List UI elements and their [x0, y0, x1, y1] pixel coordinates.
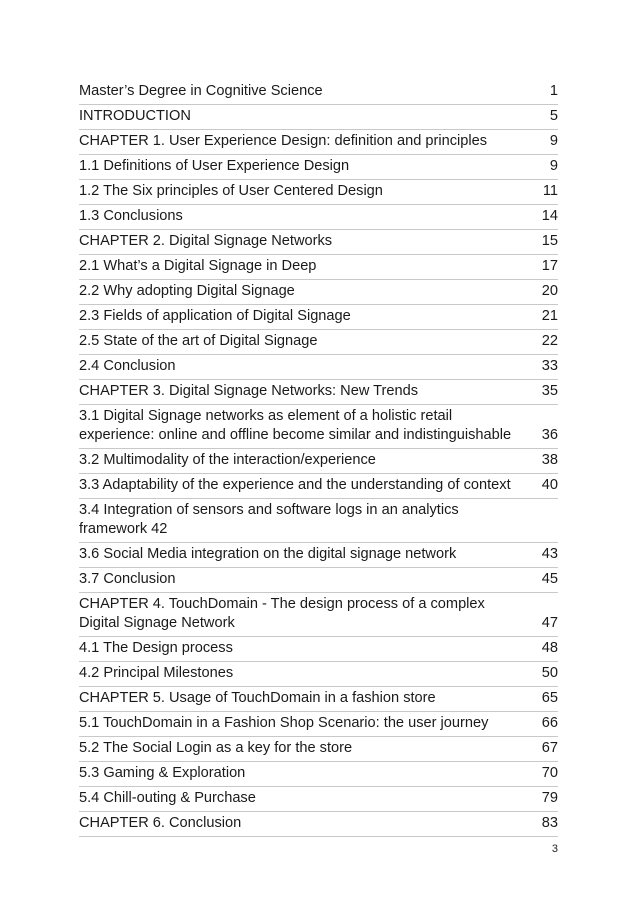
toc-entry-page: 66	[541, 715, 558, 731]
toc-entry	[79, 687, 558, 712]
toc-entry	[79, 255, 558, 280]
toc-entry	[79, 80, 558, 105]
toc-entry	[79, 180, 558, 205]
toc-entry-title: 3.7 Conclusion	[79, 571, 176, 587]
toc-entry-page: 83	[541, 815, 558, 831]
toc-entry-page: 65	[541, 690, 558, 706]
table-of-contents	[79, 80, 558, 837]
toc-entry-title: 3.4 Integration of sensors and software logs in an analytics framework 42	[79, 502, 459, 537]
toc-entry-title: Master’s Degree in Cognitive Science	[79, 83, 323, 99]
toc-entry	[79, 155, 558, 180]
toc-entry-title: 2.1 What’s a Digital Signage in Deep	[79, 258, 317, 274]
toc-entry-page: 1	[549, 83, 558, 99]
toc-entry	[79, 499, 558, 543]
toc-entry-page: 22	[541, 333, 558, 349]
toc-entry-title: 3.3 Adaptability of the experience and the understanding of context	[79, 477, 511, 493]
toc-entry	[79, 355, 558, 380]
toc-entry-title: CHAPTER 2. Digital Signage Networks	[79, 233, 333, 249]
toc-entry	[79, 449, 558, 474]
toc-entry	[79, 380, 558, 405]
toc-entry-page: 36	[541, 427, 558, 443]
toc-entry-title: 5.3 Gaming & Exploration	[79, 765, 246, 781]
toc-entry-title: 1.1 Definitions of User Experience Design	[79, 158, 350, 174]
toc-entry-page: 48	[541, 640, 558, 656]
toc-entry-title: 1.3 Conclusions	[79, 208, 183, 224]
toc-entry-title: 1.2 The Six principles of User Centered Design	[79, 183, 383, 199]
toc-entry-title: CHAPTER 1. User Experience Design: definition and principles	[79, 133, 488, 149]
toc-entry-title: CHAPTER 6. Conclusion	[79, 815, 242, 831]
toc-entry-page: 67	[541, 740, 558, 756]
toc-entry-page: 38	[541, 452, 558, 468]
toc-entry-page: 14	[541, 208, 558, 224]
toc-entry	[79, 405, 558, 449]
toc-entry-title: 5.1 TouchDomain in a Fashion Shop Scenario: the user journey	[79, 715, 489, 731]
toc-entry-page: 9	[549, 133, 558, 149]
toc-entry-page: 35	[541, 383, 558, 399]
toc-entry-page: 50	[541, 665, 558, 681]
toc-entry-page: 33	[541, 358, 558, 374]
toc-entry	[79, 330, 558, 355]
toc-entry	[79, 105, 558, 130]
toc-entry	[79, 230, 558, 255]
toc-entry	[79, 762, 558, 787]
toc-entry-page: 47	[541, 615, 558, 631]
toc-entry	[79, 787, 558, 812]
page-number: 3	[551, 843, 558, 855]
toc-entry	[79, 812, 558, 837]
toc-entry	[79, 130, 558, 155]
toc-entry-page: 40	[541, 477, 558, 493]
toc-entry	[79, 280, 558, 305]
toc-entry	[79, 474, 558, 499]
toc-entry	[79, 637, 558, 662]
toc-entry-title: 3.2 Multimodality of the interaction/experience	[79, 452, 376, 468]
toc-entry	[79, 593, 558, 637]
toc-entry-page: 79	[541, 790, 558, 806]
toc-entry	[79, 543, 558, 568]
toc-entry	[79, 662, 558, 687]
toc-entry-title: 4.2 Principal Milestones	[79, 665, 234, 681]
toc-entry	[79, 568, 558, 593]
toc-entry-page: 17	[541, 258, 558, 274]
toc-entry-title: 5.4 Chill-outing & Purchase	[79, 790, 256, 806]
toc-entry-page: 9	[549, 158, 558, 174]
toc-entry-title: 2.3 Fields of application of Digital Signage	[79, 308, 351, 324]
toc-entry-page: 21	[541, 308, 558, 324]
toc-entry-title: CHAPTER 3. Digital Signage Networks: New Trends	[79, 383, 419, 399]
toc-entry-page: 5	[549, 108, 558, 124]
toc-entry	[79, 205, 558, 230]
toc-entry-title: CHAPTER 4. TouchDomain - The design process of a complex Digital Signage Network	[79, 596, 485, 631]
toc-entry	[79, 737, 558, 762]
toc-entry-page: 70	[541, 765, 558, 781]
toc-entry-page: 11	[542, 183, 558, 199]
toc-entry-page: 15	[541, 233, 558, 249]
toc-entry-title: 3.6 Social Media integration on the digital signage network	[79, 546, 457, 562]
toc-entry-page: 43	[541, 546, 558, 562]
toc-entry-title: 5.2 The Social Login as a key for the store	[79, 740, 353, 756]
toc-entry-title: 2.2 Why adopting Digital Signage	[79, 283, 295, 299]
toc-entry-title: CHAPTER 5. Usage of TouchDomain in a fashion store	[79, 690, 436, 706]
toc-entry-page: 20	[541, 283, 558, 299]
toc-entry-title: 2.4 Conclusion	[79, 358, 176, 374]
toc-entry-title: 4.1 The Design process	[79, 640, 233, 656]
toc-entry-page: 45	[541, 571, 558, 587]
toc-entry	[79, 305, 558, 330]
toc-entry-title: INTRODUCTION	[79, 108, 191, 124]
toc-entry-title: 2.5 State of the art of Digital Signage	[79, 333, 318, 349]
toc-entry	[79, 712, 558, 737]
toc-entry-title: 3.1 Digital Signage networks as element of a holistic retail experience: online and offline become similar and indistinguishable	[79, 408, 512, 443]
